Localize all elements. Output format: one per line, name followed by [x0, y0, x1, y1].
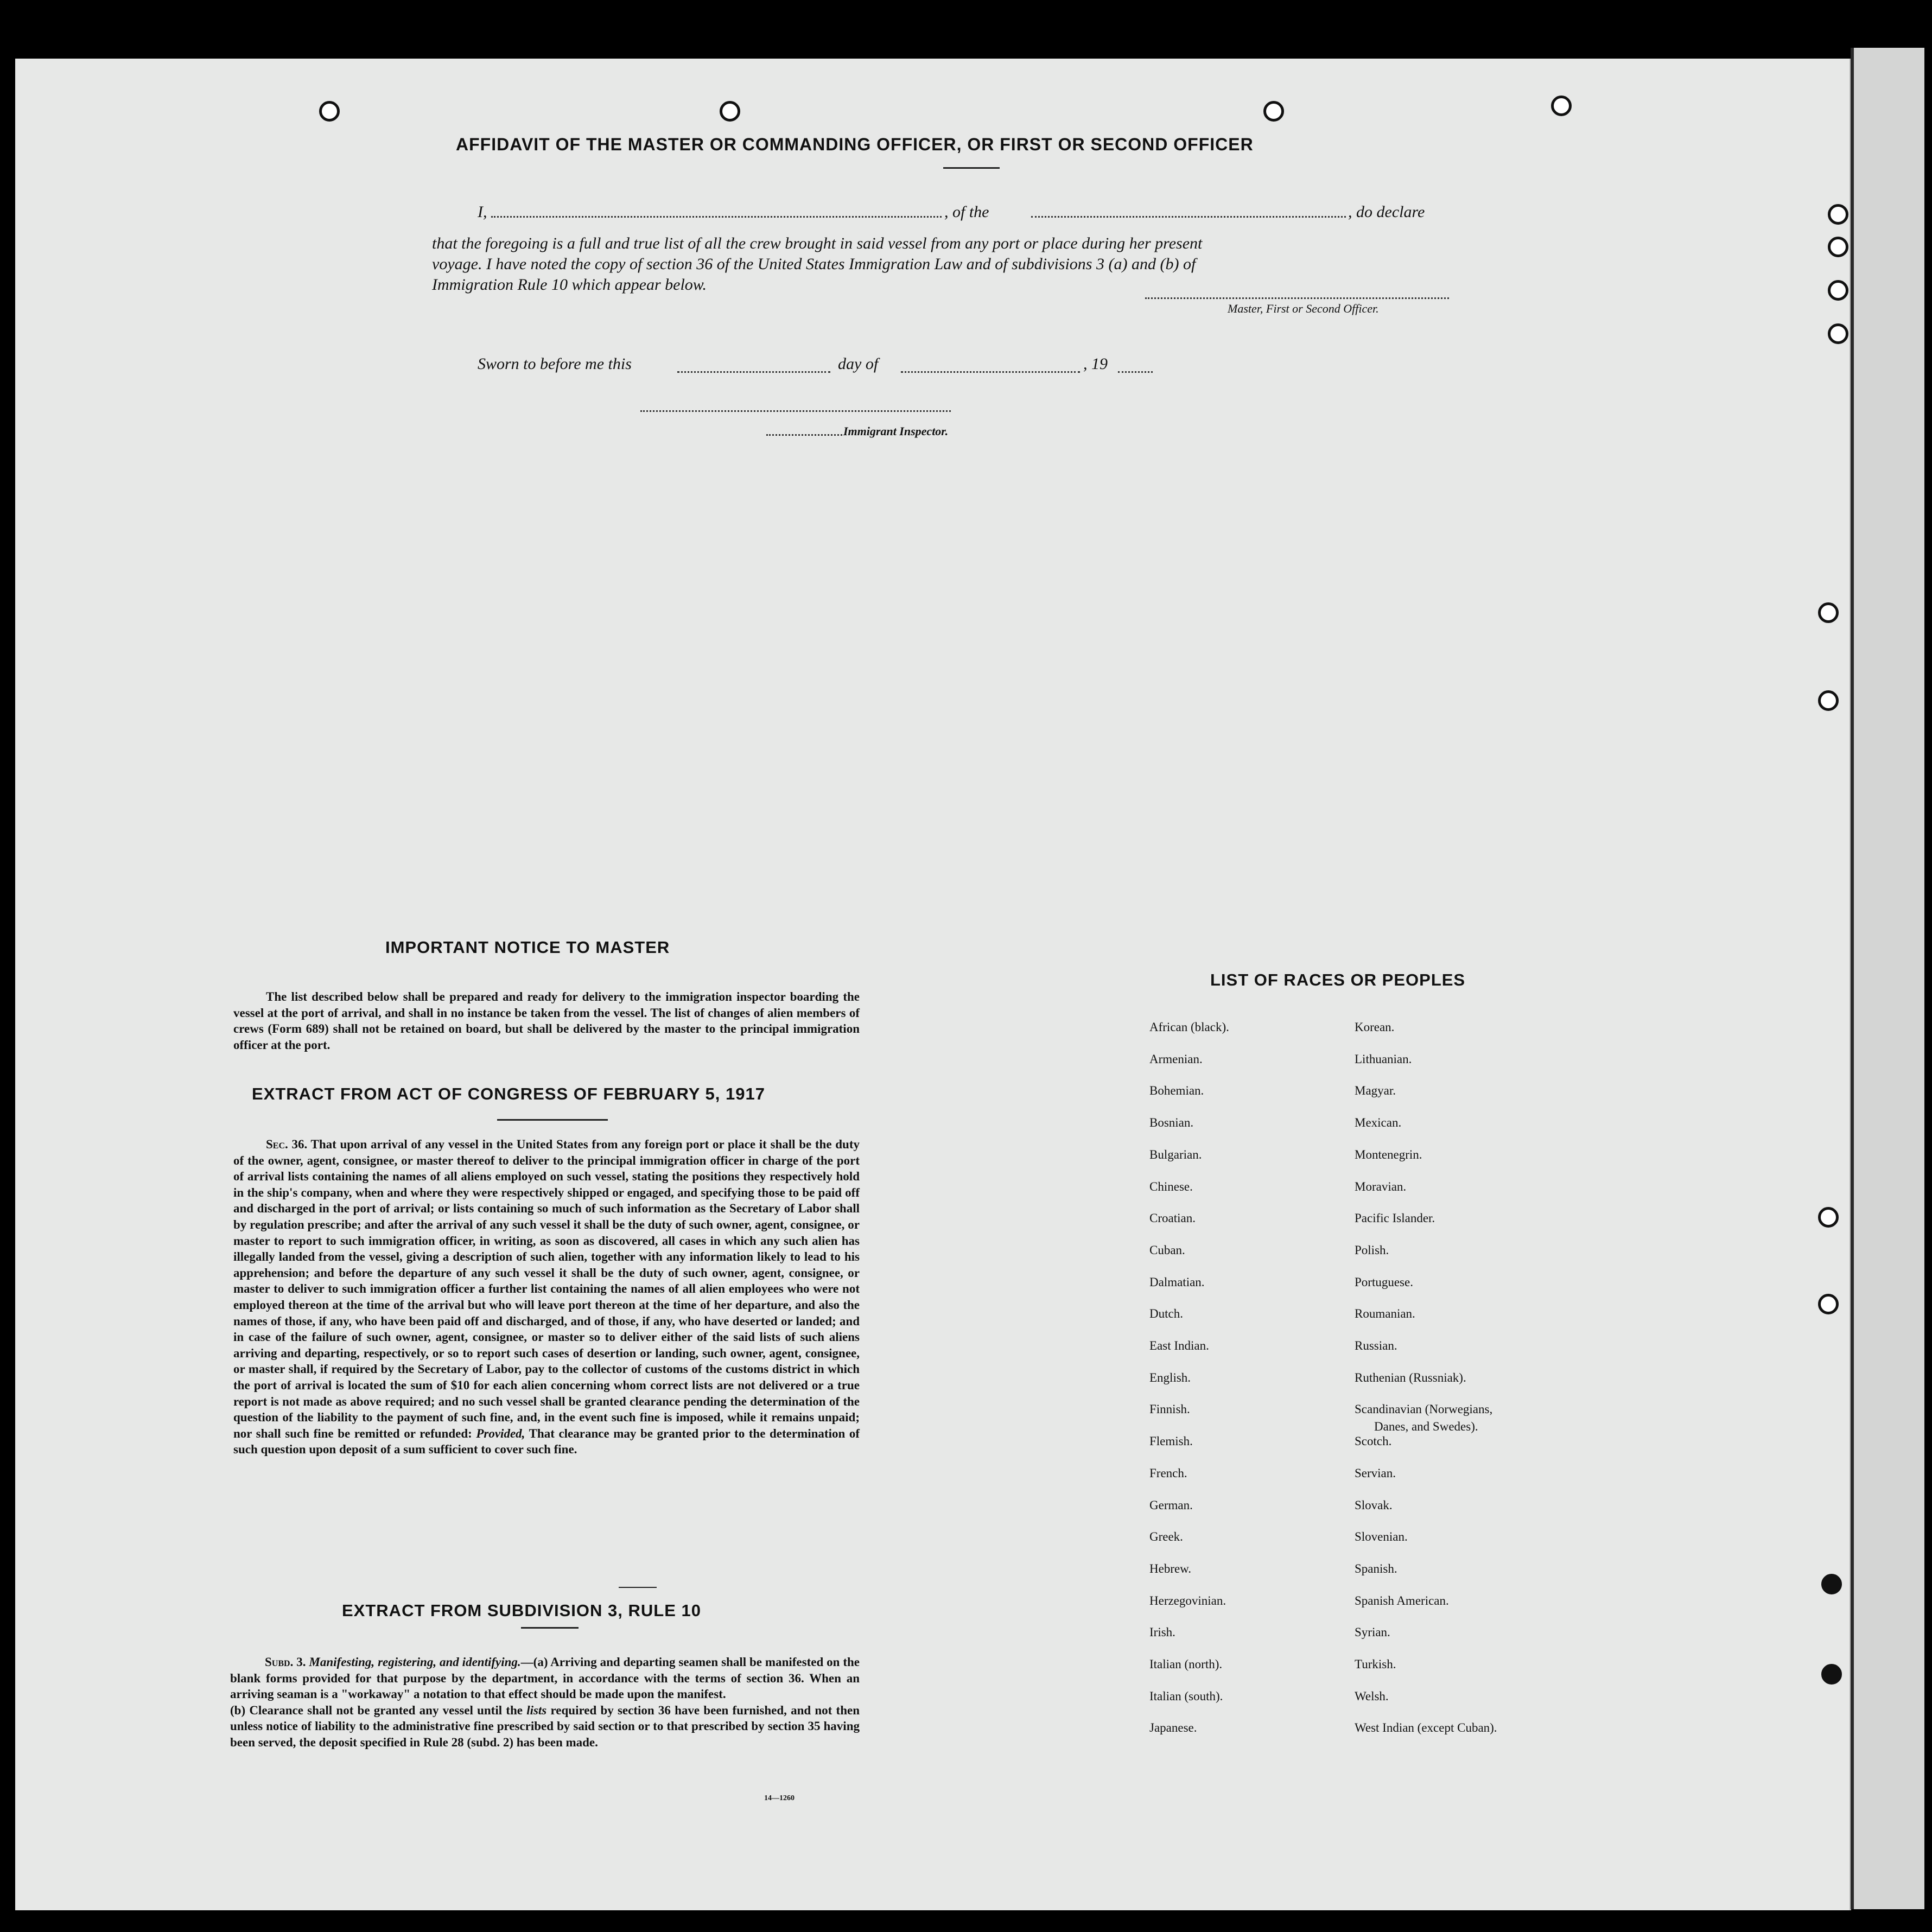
race-item: Irish. — [1149, 1625, 1175, 1639]
race-item: Japanese. — [1149, 1721, 1197, 1734]
race-item: Greek. — [1149, 1530, 1183, 1543]
notice-body — [233, 989, 860, 1053]
race-item: Lithuanian. — [1355, 1052, 1412, 1066]
sworn-prefix: Sworn to before me this — [478, 355, 632, 373]
inspector-label: Immigrant Inspector. — [843, 424, 949, 438]
race-item: Danes, and Swedes). — [1374, 1420, 1478, 1433]
race-item: Bohemian. — [1149, 1084, 1204, 1097]
race-item: Bulgarian. — [1149, 1148, 1202, 1161]
affidavit-line-4: Immigration Rule 10 which appear below. — [432, 276, 707, 294]
race-item: Roumanian. — [1355, 1307, 1415, 1320]
race-item: Croatian. — [1149, 1211, 1196, 1225]
divider — [943, 167, 1000, 169]
punch-hole — [1818, 690, 1839, 711]
document-page — [15, 59, 1851, 1910]
race-item: Bosnian. — [1149, 1116, 1194, 1129]
vessel-blank[interactable] — [1031, 216, 1346, 218]
page-edge — [1851, 48, 1924, 1909]
race-item: Spanish American. — [1355, 1594, 1449, 1607]
divider — [497, 1119, 608, 1121]
para-b-lists: lists — [526, 1703, 547, 1717]
race-item: English. — [1149, 1371, 1191, 1384]
race-item: Italian (south). — [1149, 1689, 1223, 1703]
punch-hole — [1828, 280, 1848, 301]
race-item: Flemish. — [1149, 1434, 1193, 1448]
race-item: German. — [1149, 1498, 1193, 1512]
punch-hole — [1828, 323, 1848, 344]
signature-line[interactable] — [1145, 297, 1449, 299]
punch-hole — [1263, 101, 1284, 122]
para-b-prefix: (b) Clearance shall not be granted any vessel until the — [230, 1703, 523, 1717]
punch-hole — [1551, 96, 1572, 116]
punch-hole — [1821, 1574, 1842, 1594]
punch-hole — [1818, 1294, 1839, 1314]
sec-label: Sec. 36. — [266, 1137, 308, 1151]
punch-hole — [1828, 204, 1848, 225]
provided-label: Provided, — [476, 1426, 525, 1440]
notice-text: The list described below shall be prepared and ready for delivery to the immigration inspector boarding the vessel at the port of arrival, and shall in no instance be taken from the vessel. The list of changes of alien members of crews (Form 689) shall not be retained on board, but shall be delivered by the master to the principal immigration officer at the port. — [233, 990, 860, 1052]
affidavit-line-2: that the foregoing is a full and true list of all the crew brought in said vessel from any port or place during her present — [432, 234, 1203, 252]
race-item: Korean. — [1355, 1020, 1395, 1034]
race-item: East Indian. — [1149, 1339, 1209, 1352]
race-item: Slovenian. — [1355, 1530, 1408, 1543]
affidavit-i: I, — [478, 203, 487, 221]
name-blank[interactable] — [491, 216, 942, 218]
form-number: 14—1260 — [764, 1794, 795, 1802]
sworn-year: , 19 — [1083, 355, 1108, 373]
act-body — [233, 1136, 860, 1458]
race-item: Ruthenian (Russniak). — [1355, 1371, 1466, 1384]
race-item: Pacific Islander. — [1355, 1211, 1435, 1225]
race-item: Mexican. — [1355, 1116, 1402, 1129]
race-item: Slovak. — [1355, 1498, 1393, 1512]
punch-hole — [1828, 237, 1848, 257]
punch-hole — [1818, 1207, 1839, 1228]
races-title: LIST OF RACES OR PEOPLES — [1210, 970, 1466, 989]
sworn-day-of: day of — [838, 355, 879, 373]
divider — [619, 1587, 657, 1588]
race-item: Servian. — [1355, 1466, 1396, 1480]
signature-label: Master, First or Second Officer. — [1228, 302, 1379, 315]
subd-title: Manifesting, registering, and identifying. — [309, 1655, 521, 1669]
race-item: Dalmatian. — [1149, 1275, 1205, 1289]
race-item: Italian (north). — [1149, 1657, 1223, 1671]
race-item: Russian. — [1355, 1339, 1397, 1352]
sworn-date-blank[interactable] — [677, 371, 830, 373]
race-item: Spanish. — [1355, 1562, 1397, 1575]
inspector-signature-line-2[interactable] — [766, 434, 842, 436]
affidavit-do-declare: , do declare — [1348, 203, 1425, 221]
affidavit-of-the: , of the — [944, 203, 989, 221]
punch-hole — [319, 101, 340, 122]
race-item: Scandinavian (Norwegians, — [1355, 1402, 1493, 1416]
rule-body — [230, 1654, 860, 1751]
inspector-signature-line[interactable] — [640, 410, 951, 412]
race-item: Welsh. — [1355, 1689, 1389, 1703]
race-item: Montenegrin. — [1355, 1148, 1422, 1161]
race-item: French. — [1149, 1466, 1187, 1480]
rule-title: EXTRACT FROM SUBDIVISION 3, RULE 10 — [342, 1601, 701, 1620]
para-b-rest: required by section 36 have been furnished, and not then unless notice of liability to the administrative fine prescribed by said section or to that prescribed by section 35 having been served, the deposit specified in Rule 28 (subd. 2) has been made. — [230, 1703, 860, 1749]
race-item: Chinese. — [1149, 1180, 1193, 1193]
race-item: Magyar. — [1355, 1084, 1396, 1097]
act-title: EXTRACT FROM ACT OF CONGRESS OF FEBRUARY 5, 1917 — [252, 1084, 765, 1103]
race-item: West Indian (except Cuban). — [1355, 1721, 1497, 1734]
subd-label: Subd. 3. — [265, 1655, 306, 1669]
notice-title: IMPORTANT NOTICE TO MASTER — [385, 938, 670, 957]
divider — [521, 1627, 579, 1629]
race-item: Herzegovinian. — [1149, 1594, 1226, 1607]
act-text: That upon arrival of any vessel in the United States from any foreign port or place it shall be the duty of the owner, agent, consignee, or master thereof to deliver to the principal immigration officer in charge of the port of arrival lists containing the names of all aliens employed on such vessel, stating the positions they respectively hold in the ship's company, when and where they were respectively shipped or engaged, and specifying those to be paid off and discharged in the port of arrival; or lists containing so much of such information as the Secretary of Labor shall by regulation prescribe; and after the arrival of any such vessel it shall be the duty of such owner, agent, consignee, or master to report to such immigration officer, in writing, as soon as discovered, all cases in which any such alien has illegally landed from the vessel, giving a description of such alien, together with any information likely to lead to his apprehension; and before the departure of any such vessel it shall be the duty of such owner, agent, consignee, or master to deliver to such immigration officer a further list containing the names of all alien employees who were not employed thereon at the time of the arrival but who will leave port thereon at the time of her departure, and also the names of those, if any, who have been paid off and discharged, and of those, if any, who have deserted or landed; and in case of the failure of such owner, agent, consignee, or master so to deliver either of the said lists of such aliens arriving and departing, respectively, or so to report such cases of desertion or landing, such owner, agent, consignee, or master shall, if required by the Secretary of Labor, pay to the collector of customs of the customs district in which the port of arrival is located the sum of $10 for each alien concerning whom correct lists are not delivered or a true report is not made as above required; and no such vessel shall be granted clearance pending the determination of the question of the liability to the payment of such fine, and, in the event such fine is imposed, while it remains unpaid; nor shall such fine be remitted or refunded: — [233, 1137, 860, 1440]
act-text-end: That clearance may be granted prior to the determination of such question upon deposit of a sum sufficient to cover such fine. — [233, 1426, 860, 1457]
punch-hole — [720, 101, 740, 122]
affidavit-title: AFFIDAVIT OF THE MASTER OR COMMANDING OFFICER, OR FIRST OR SECOND OFFICER — [456, 135, 1254, 154]
race-item: Portuguese. — [1355, 1275, 1413, 1289]
bleed-through — [282, 141, 288, 164]
race-item: Cuban. — [1149, 1243, 1185, 1257]
race-item: Syrian. — [1355, 1625, 1390, 1639]
race-item: Polish. — [1355, 1243, 1389, 1257]
race-item: Armenian. — [1149, 1052, 1203, 1066]
race-item: Turkish. — [1355, 1657, 1396, 1671]
sworn-month-blank[interactable] — [901, 371, 1080, 373]
race-item: Hebrew. — [1149, 1562, 1192, 1575]
race-item: Scotch. — [1355, 1434, 1392, 1448]
race-item: African (black). — [1149, 1020, 1229, 1034]
punch-hole — [1818, 602, 1839, 623]
sworn-year-blank[interactable] — [1118, 371, 1153, 373]
race-item: Finnish. — [1149, 1402, 1190, 1416]
race-item: Moravian. — [1355, 1180, 1407, 1193]
punch-hole — [1821, 1664, 1842, 1685]
para-a: —(a) Arriving and departing seamen shall be manifested on the blank forms provided for that purpose by the department, in accordance with the terms of section 36. When an arriving seaman is a "workaway" a notation to that effect should be made upon the manifest. — [230, 1655, 860, 1701]
affidavit-line-3: voyage. I have noted the copy of section 36 of the United States Immigration Law and of subdivisions 3 (a) and (b) of — [432, 255, 1196, 273]
race-item: Dutch. — [1149, 1307, 1183, 1320]
